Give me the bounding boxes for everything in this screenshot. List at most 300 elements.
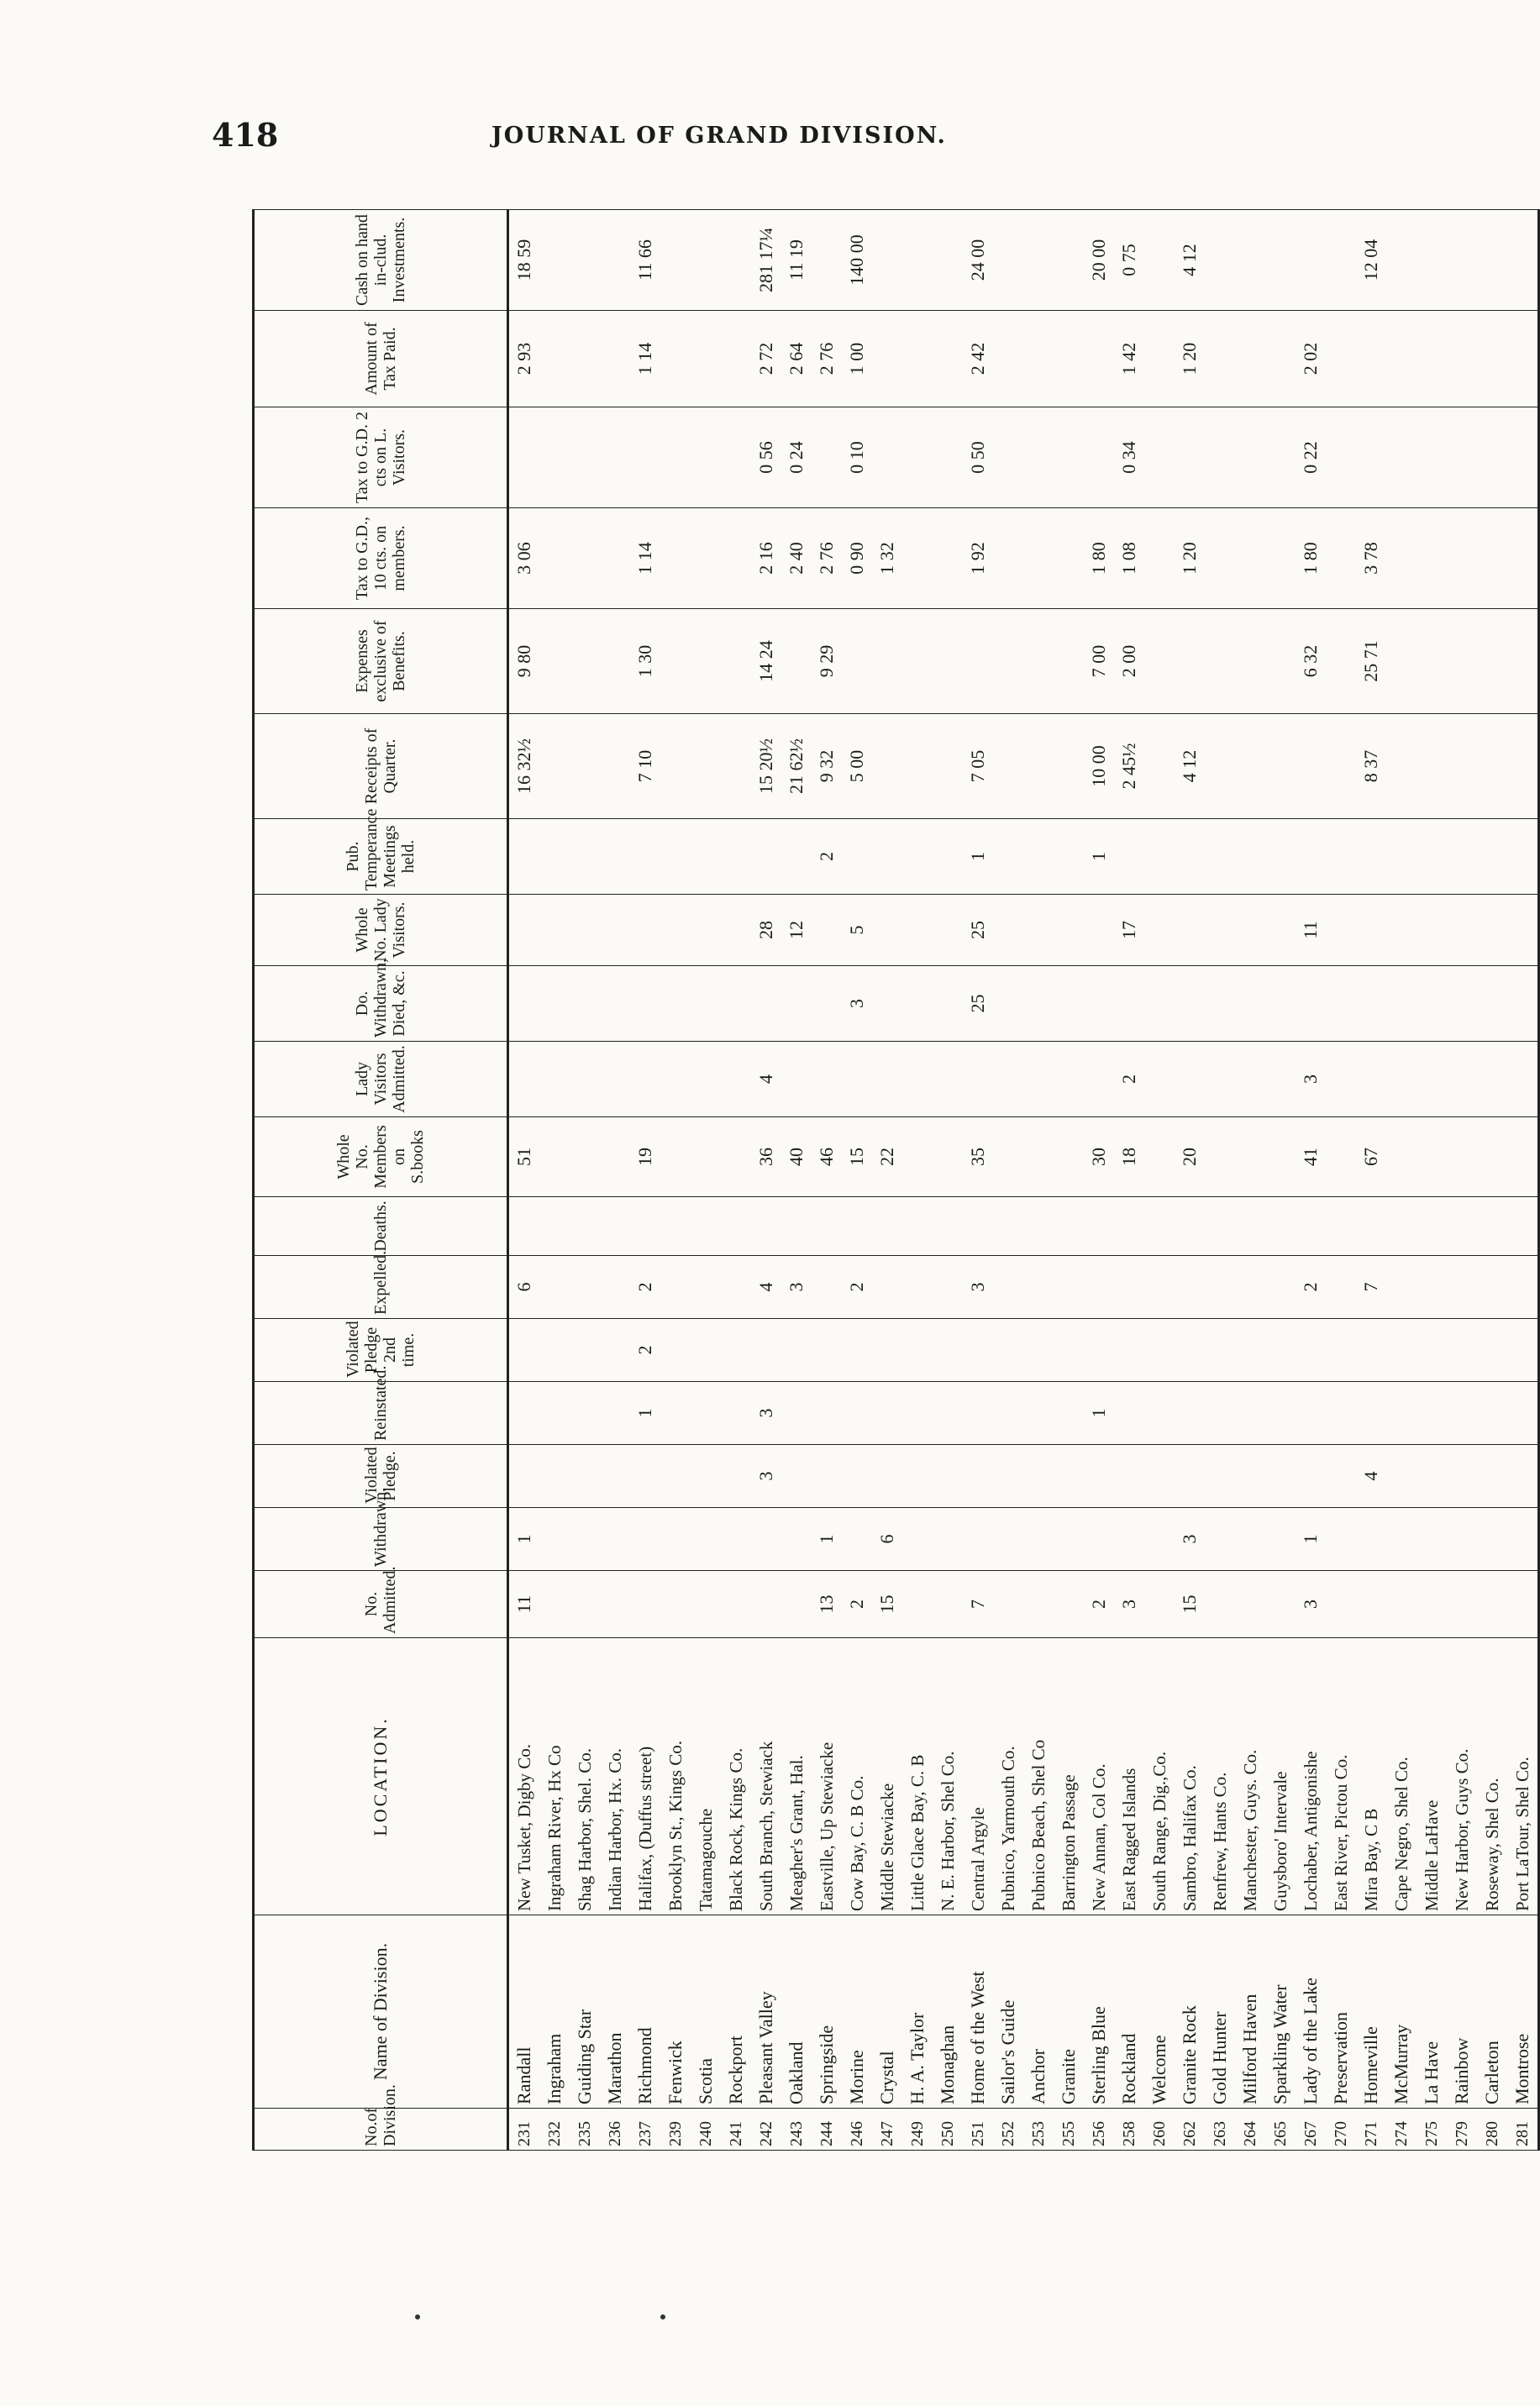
cell-reinstated — [1356, 1382, 1386, 1445]
cell-division-number: 253 — [1023, 2109, 1054, 2151]
table-row — [1416, 210, 1447, 2151]
cell-violated-pledge — [1447, 1445, 1477, 1508]
cell-location: Brooklyn St., Kings Co. — [660, 1638, 691, 1915]
cell-expelled — [1326, 1256, 1356, 1319]
cell-whole-members — [1386, 1117, 1416, 1197]
cell-deaths — [933, 1197, 963, 1256]
cell-tax-members — [933, 508, 963, 609]
cell-cash-on-hand — [570, 210, 600, 311]
table-row — [902, 210, 933, 2151]
cell-expenses — [1023, 609, 1054, 714]
cell-reinstated — [600, 1382, 630, 1445]
cell-receipts — [570, 714, 600, 819]
cell-violated-pledge-2nd — [1175, 1319, 1205, 1382]
cell-temperance-meetings — [508, 819, 540, 895]
table-row — [812, 210, 842, 2151]
cell-tax-paid: 2 02 — [1296, 311, 1326, 407]
cell-expenses — [1386, 609, 1416, 714]
cell-expelled — [660, 1256, 691, 1319]
cell-whole-lady-visitors — [660, 895, 691, 966]
cell-receipts: 5 00 — [842, 714, 872, 819]
cell-whole-members — [570, 1117, 600, 1197]
cell-tax-paid — [1054, 311, 1084, 407]
cell-withdrawn — [1507, 1508, 1539, 1571]
cell-tax-paid: 2 93 — [508, 311, 540, 407]
cell-deaths — [1416, 1197, 1447, 1256]
cell-whole-members — [721, 1117, 751, 1197]
cell-withdrawn — [1326, 1508, 1356, 1571]
cell-division-number: 256 — [1084, 2109, 1114, 2151]
cell-division-number: 251 — [963, 2109, 993, 2151]
cell-whole-members — [1054, 1117, 1084, 1197]
col-division-number: No.of Division. — [254, 2109, 508, 2151]
cell-tax-members: 1 20 — [1175, 508, 1205, 609]
cell-division-number: 264 — [1235, 2109, 1265, 2151]
cell-deaths — [1265, 1197, 1296, 1256]
cell-lady-visitors-admitted — [933, 1042, 963, 1117]
cell-reinstated — [902, 1382, 933, 1445]
cell-tax-members — [993, 508, 1023, 609]
cell-whole-lady-visitors: 17 — [1114, 895, 1144, 966]
cell-withdrawn — [660, 1508, 691, 1571]
cell-violated-pledge — [570, 1445, 600, 1508]
cell-expenses — [1507, 609, 1539, 714]
cell-tax-visitors — [1175, 407, 1205, 508]
cell-tax-members — [570, 508, 600, 609]
cell-expenses: 6 32 — [1296, 609, 1326, 714]
cell-expelled — [1477, 1256, 1507, 1319]
cell-division-name: Guiding Star — [570, 1915, 600, 2109]
cell-violated-pledge-2nd — [933, 1319, 963, 1382]
cell-tax-members — [600, 508, 630, 609]
cell-division-name: Fenwick — [660, 1915, 691, 2109]
cell-withdrawn — [933, 1508, 963, 1571]
cell-tax-members: 1 80 — [1296, 508, 1326, 609]
cell-admitted — [1447, 1571, 1477, 1638]
cell-tax-members: 3 06 — [508, 508, 540, 609]
cell-temperance-meetings — [1175, 819, 1205, 895]
cell-violated-pledge: 4 — [1356, 1445, 1386, 1508]
cell-temperance-meetings — [872, 819, 902, 895]
cell-whole-lady-visitors — [1205, 895, 1235, 966]
cell-temperance-meetings — [1054, 819, 1084, 895]
cell-location: Middle Stewiacke — [872, 1638, 902, 1915]
cell-violated-pledge — [660, 1445, 691, 1508]
cell-tax-paid — [1205, 311, 1235, 407]
cell-whole-members — [1326, 1117, 1356, 1197]
cell-tax-visitors — [600, 407, 630, 508]
cell-whole-lady-visitors — [1386, 895, 1416, 966]
cell-whole-lady-visitors — [1054, 895, 1084, 966]
cell-temperance-meetings — [781, 819, 812, 895]
cell-expelled — [812, 1256, 842, 1319]
cell-whole-lady-visitors — [508, 895, 540, 966]
cell-lady-withdrawn — [1416, 966, 1447, 1042]
cell-expenses: 14 24 — [751, 609, 781, 714]
cell-division-name: Preservation — [1326, 1915, 1356, 2109]
cell-tax-paid — [902, 311, 933, 407]
cell-division-name: Rockport — [721, 1915, 751, 2109]
cell-temperance-meetings — [1265, 819, 1296, 895]
table-row — [1296, 210, 1326, 2151]
col-violated-pledge-2nd: Violated Pledge 2nd time. — [254, 1319, 508, 1382]
cell-violated-pledge-2nd — [539, 1319, 570, 1382]
cell-admitted — [1023, 1571, 1054, 1638]
cell-expenses — [1477, 609, 1507, 714]
table-row — [1054, 210, 1084, 2151]
cell-receipts — [1265, 714, 1296, 819]
cell-expenses: 9 80 — [508, 609, 540, 714]
cell-withdrawn — [539, 1508, 570, 1571]
cell-violated-pledge-2nd — [1084, 1319, 1114, 1382]
cell-division-number: 274 — [1386, 2109, 1416, 2151]
cell-withdrawn — [570, 1508, 600, 1571]
cell-receipts — [1023, 714, 1054, 819]
table-row — [1235, 210, 1265, 2151]
cell-withdrawn: 1 — [812, 1508, 842, 1571]
col-lady-withdrawn: Do. Withdrawn, Died, &c. — [254, 966, 508, 1042]
cell-cash-on-hand — [1144, 210, 1175, 311]
cell-violated-pledge — [691, 1445, 721, 1508]
cell-tax-visitors — [691, 407, 721, 508]
cell-whole-lady-visitors — [902, 895, 933, 966]
cell-division-number: 250 — [933, 2109, 963, 2151]
cell-violated-pledge — [1416, 1445, 1447, 1508]
cell-cash-on-hand — [721, 210, 751, 311]
cell-reinstated — [872, 1382, 902, 1445]
cell-lady-visitors-admitted — [1356, 1042, 1386, 1117]
cell-deaths — [781, 1197, 812, 1256]
cell-withdrawn — [630, 1508, 660, 1571]
col-tax-members: Tax to G.D., 10 cts. on members. — [254, 508, 508, 609]
cell-withdrawn — [842, 1508, 872, 1571]
cell-violated-pledge — [872, 1445, 902, 1508]
cell-temperance-meetings — [1507, 819, 1539, 895]
cell-cash-on-hand — [600, 210, 630, 311]
cell-receipts: 7 05 — [963, 714, 993, 819]
cell-division-name: Crystal — [872, 1915, 902, 2109]
cell-admitted — [600, 1571, 630, 1638]
cell-reinstated — [812, 1382, 842, 1445]
cell-temperance-meetings — [1416, 819, 1447, 895]
cell-division-number: 252 — [993, 2109, 1023, 2151]
cell-location: New Annan, Col Co. — [1084, 1638, 1114, 1915]
cell-lady-withdrawn — [993, 966, 1023, 1042]
cell-lady-withdrawn — [781, 966, 812, 1042]
cell-whole-lady-visitors — [1447, 895, 1477, 966]
cell-cash-on-hand — [1296, 210, 1326, 311]
table-row — [1326, 210, 1356, 2151]
cell-whole-lady-visitors: 12 — [781, 895, 812, 966]
cell-lady-withdrawn — [721, 966, 751, 1042]
cell-reinstated — [1507, 1382, 1539, 1445]
cell-expenses — [539, 609, 570, 714]
table-row — [933, 210, 963, 2151]
cell-expelled — [872, 1256, 902, 1319]
cell-tax-paid — [1356, 311, 1386, 407]
cell-expelled — [1416, 1256, 1447, 1319]
cell-admitted: 13 — [812, 1571, 842, 1638]
cell-expenses — [660, 609, 691, 714]
cell-division-number: 258 — [1114, 2109, 1144, 2151]
cell-division-number: 239 — [660, 2109, 691, 2151]
cell-expelled: 4 — [751, 1256, 781, 1319]
cell-reinstated — [1235, 1382, 1265, 1445]
cell-whole-lady-visitors: 25 — [963, 895, 993, 966]
cell-expelled: 3 — [963, 1256, 993, 1319]
cell-admitted — [1386, 1571, 1416, 1638]
cell-division-name: Anchor — [1023, 1915, 1054, 2109]
cell-tax-visitors: 0 50 — [963, 407, 993, 508]
cell-location: Halifax, (Duffus street) — [630, 1638, 660, 1915]
cell-admitted — [1416, 1571, 1447, 1638]
division-returns-table-wrapper — [252, 214, 1532, 2151]
cell-lady-visitors-admitted — [1205, 1042, 1235, 1117]
cell-whole-members — [1235, 1117, 1265, 1197]
cell-expenses — [933, 609, 963, 714]
cell-expelled — [1023, 1256, 1054, 1319]
cell-reinstated — [570, 1382, 600, 1445]
cell-division-name: H. A. Taylor — [902, 1915, 933, 2109]
cell-tax-visitors — [721, 407, 751, 508]
cell-reinstated — [539, 1382, 570, 1445]
cell-temperance-meetings — [600, 819, 630, 895]
cell-deaths — [1084, 1197, 1114, 1256]
cell-whole-members: 41 — [1296, 1117, 1326, 1197]
cell-division-number: 241 — [721, 2109, 751, 2151]
cell-cash-on-hand — [539, 210, 570, 311]
cell-violated-pledge — [630, 1445, 660, 1508]
cell-division-number: 270 — [1326, 2109, 1356, 2151]
cell-expelled — [902, 1256, 933, 1319]
cell-lady-withdrawn — [1023, 966, 1054, 1042]
cell-expenses — [721, 609, 751, 714]
cell-location: Cow Bay, C. B Co. — [842, 1638, 872, 1915]
cell-lady-visitors-admitted — [781, 1042, 812, 1117]
cell-whole-members: 20 — [1175, 1117, 1205, 1197]
cell-tax-members: 2 16 — [751, 508, 781, 609]
cell-lady-visitors-admitted — [1477, 1042, 1507, 1117]
cell-cash-on-hand — [1205, 210, 1235, 311]
col-location: LOCATION. — [254, 1638, 508, 1915]
cell-location: Renfrew, Hants Co. — [1205, 1638, 1235, 1915]
col-lady-visitors-admitted: Lady Visitors Admitted. — [254, 1042, 508, 1117]
cell-division-number: 240 — [691, 2109, 721, 2151]
cell-cash-on-hand — [1326, 210, 1356, 311]
cell-division-name: Sterling Blue — [1084, 1915, 1114, 2109]
cell-expelled — [1447, 1256, 1477, 1319]
cell-division-name: Welcome — [1144, 1915, 1175, 2109]
cell-withdrawn: 3 — [1175, 1508, 1205, 1571]
cell-tax-paid — [1386, 311, 1416, 407]
table-row — [630, 210, 660, 2151]
cell-cash-on-hand — [1477, 210, 1507, 311]
col-division-name: Name of Division. — [254, 1915, 508, 2109]
cell-whole-lady-visitors — [1144, 895, 1175, 966]
cell-expenses — [1175, 609, 1205, 714]
cell-whole-members — [1205, 1117, 1235, 1197]
cell-violated-pledge-2nd — [1054, 1319, 1084, 1382]
cell-division-number: 280 — [1477, 2109, 1507, 2151]
cell-cash-on-hand: 11 66 — [630, 210, 660, 311]
cell-tax-visitors — [1447, 407, 1477, 508]
cell-reinstated — [1447, 1382, 1477, 1445]
cell-lady-visitors-admitted — [508, 1042, 540, 1117]
cell-reinstated — [963, 1382, 993, 1445]
cell-whole-members — [1144, 1117, 1175, 1197]
cell-deaths — [842, 1197, 872, 1256]
cell-expenses — [1326, 609, 1356, 714]
table-row — [781, 210, 812, 2151]
cell-whole-members — [539, 1117, 570, 1197]
cell-admitted — [1205, 1571, 1235, 1638]
table-row — [508, 210, 540, 2151]
col-deaths: Deaths. — [254, 1197, 508, 1256]
cell-tax-members: 2 40 — [781, 508, 812, 609]
cell-tax-paid — [1265, 311, 1296, 407]
cell-lady-withdrawn — [691, 966, 721, 1042]
cell-division-number: 242 — [751, 2109, 781, 2151]
page-header — [0, 116, 1465, 166]
cell-expenses: 7 00 — [1084, 609, 1114, 714]
cell-whole-members: 35 — [963, 1117, 993, 1197]
cell-tax-paid — [1023, 311, 1054, 407]
table-row — [691, 210, 721, 2151]
cell-tax-visitors — [1235, 407, 1265, 508]
col-withdrawn: Withdrawn. — [254, 1508, 508, 1571]
cell-whole-members — [660, 1117, 691, 1197]
cell-admitted: 2 — [1084, 1571, 1114, 1638]
col-cash-on-hand: Cash on hand in-clud. Investments. — [254, 210, 508, 311]
cell-violated-pledge-2nd: 2 — [630, 1319, 660, 1382]
cell-lady-visitors-admitted — [842, 1042, 872, 1117]
table-row — [660, 210, 691, 2151]
cell-expenses — [600, 609, 630, 714]
cell-tax-paid — [1416, 311, 1447, 407]
cell-deaths — [691, 1197, 721, 1256]
cell-violated-pledge — [600, 1445, 630, 1508]
cell-division-name: Randall — [508, 1915, 540, 2109]
cell-deaths — [1235, 1197, 1265, 1256]
cell-tax-visitors — [1084, 407, 1114, 508]
cell-deaths — [600, 1197, 630, 1256]
cell-violated-pledge-2nd — [508, 1319, 540, 1382]
cell-lady-withdrawn — [933, 966, 963, 1042]
cell-tax-visitors: 0 22 — [1296, 407, 1326, 508]
cell-lady-visitors-admitted — [1023, 1042, 1054, 1117]
cell-admitted: 15 — [1175, 1571, 1205, 1638]
cell-receipts — [1054, 714, 1084, 819]
cell-withdrawn — [1084, 1508, 1114, 1571]
cell-division-name: Sparkling Water — [1265, 1915, 1296, 2109]
cell-withdrawn — [1356, 1508, 1386, 1571]
cell-lady-withdrawn: 3 — [842, 966, 872, 1042]
cell-violated-pledge — [963, 1445, 993, 1508]
cell-cash-on-hand: 12 04 — [1356, 210, 1386, 311]
cell-expelled — [1507, 1256, 1539, 1319]
cell-division-name: Ingraham — [539, 1915, 570, 2109]
cell-admitted — [570, 1571, 600, 1638]
cell-deaths — [902, 1197, 933, 1256]
cell-reinstated — [1326, 1382, 1356, 1445]
cell-violated-pledge — [539, 1445, 570, 1508]
cell-location: Meagher's Grant, Hal. — [781, 1638, 812, 1915]
cell-tax-paid — [600, 311, 630, 407]
cell-tax-paid — [1326, 311, 1356, 407]
cell-tax-members — [721, 508, 751, 609]
cell-reinstated — [933, 1382, 963, 1445]
cell-whole-members — [1477, 1117, 1507, 1197]
cell-whole-members: 19 — [630, 1117, 660, 1197]
cell-tax-paid — [660, 311, 691, 407]
cell-expenses — [902, 609, 933, 714]
cell-expelled — [993, 1256, 1023, 1319]
cell-deaths — [1507, 1197, 1539, 1256]
cell-expelled — [1235, 1256, 1265, 1319]
cell-admitted — [691, 1571, 721, 1638]
cell-reinstated — [1265, 1382, 1296, 1445]
cell-expenses — [993, 609, 1023, 714]
cell-cash-on-hand — [1507, 210, 1539, 311]
cell-reinstated: 1 — [630, 1382, 660, 1445]
cell-lady-withdrawn — [1235, 966, 1265, 1042]
cell-whole-lady-visitors — [721, 895, 751, 966]
table-body — [508, 210, 1539, 2151]
cell-temperance-meetings — [1205, 819, 1235, 895]
cell-tax-paid — [721, 311, 751, 407]
cell-expenses — [1144, 609, 1175, 714]
cell-expelled — [1084, 1256, 1114, 1319]
cell-tax-members — [1416, 508, 1447, 609]
cell-location: Ingraham River, Hx Co — [539, 1638, 570, 1915]
col-temperance-meetings: Pub. Temperance Meetings held. — [254, 819, 508, 895]
cell-deaths — [1114, 1197, 1144, 1256]
cell-location: Shag Harbor, Shel. Co. — [570, 1638, 600, 1915]
cell-location: Indian Harbor, Hx. Co. — [600, 1638, 630, 1915]
cell-violated-pledge-2nd — [1477, 1319, 1507, 1382]
cell-tax-paid — [1507, 311, 1539, 407]
cell-violated-pledge — [1144, 1445, 1175, 1508]
cell-lady-withdrawn — [1477, 966, 1507, 1042]
cell-receipts — [1416, 714, 1447, 819]
cell-lady-visitors-admitted — [1084, 1042, 1114, 1117]
cell-whole-lady-visitors — [600, 895, 630, 966]
cell-violated-pledge-2nd — [1386, 1319, 1416, 1382]
cell-violated-pledge-2nd — [1205, 1319, 1235, 1382]
cell-admitted — [1507, 1571, 1539, 1638]
cell-violated-pledge-2nd — [1114, 1319, 1144, 1382]
cell-cash-on-hand: 140 00 — [842, 210, 872, 311]
cell-withdrawn — [1023, 1508, 1054, 1571]
cell-admitted — [1356, 1571, 1386, 1638]
cell-tax-visitors — [539, 407, 570, 508]
cell-whole-lady-visitors — [1175, 895, 1205, 966]
cell-admitted: 7 — [963, 1571, 993, 1638]
cell-tax-visitors: 0 10 — [842, 407, 872, 508]
cell-whole-members — [600, 1117, 630, 1197]
cell-violated-pledge — [933, 1445, 963, 1508]
cell-temperance-meetings — [1114, 819, 1144, 895]
cell-withdrawn — [1265, 1508, 1296, 1571]
cell-division-number: 244 — [812, 2109, 842, 2151]
cell-whole-members — [1416, 1117, 1447, 1197]
cell-violated-pledge — [1054, 1445, 1084, 1508]
cell-division-number: 249 — [902, 2109, 933, 2151]
cell-whole-members — [1447, 1117, 1477, 1197]
cell-division-name: Homeville — [1356, 1915, 1386, 2109]
cell-violated-pledge — [1326, 1445, 1356, 1508]
cell-deaths — [993, 1197, 1023, 1256]
